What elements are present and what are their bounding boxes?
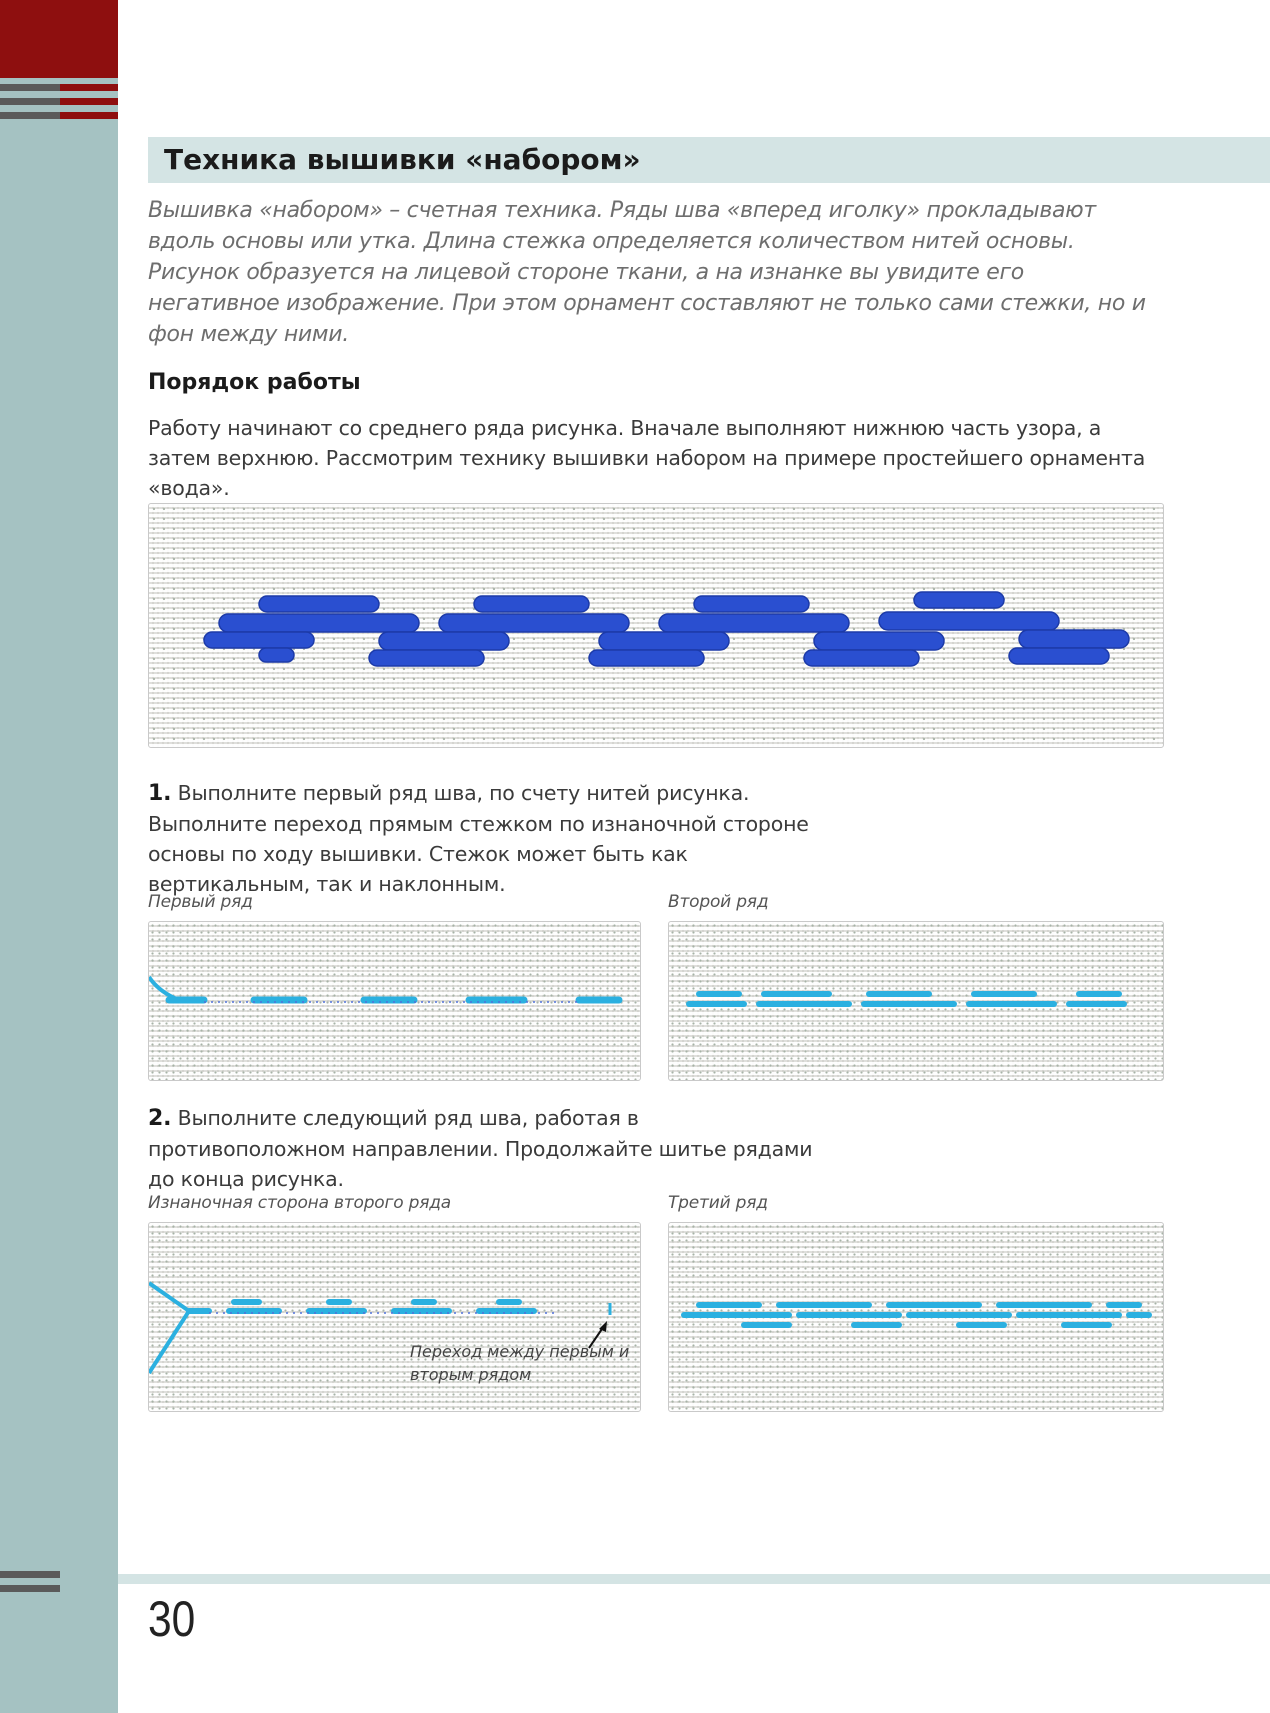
- title-band: [148, 137, 1270, 183]
- step-2: [148, 1103, 838, 1194]
- step-number: 2.: [148, 1106, 172, 1131]
- sidebar-stripe: [0, 1571, 60, 1578]
- caption-back-second-row: Изнаночная сторона второго ряда: [148, 1193, 452, 1213]
- sidebar-stripe: [60, 112, 118, 119]
- left-sidebar: [0, 0, 118, 1713]
- step-text: Выполните первый ряд шва, по счету нитей рисунка. Выполните переход прямым стежком по изнаночной стороне основы по ходу вышивки. Стежок может быть как вертикальным, так и наклонным.: [148, 781, 809, 896]
- caption-third-row: Третий ряд: [668, 1193, 768, 1213]
- sidebar-stripe: [0, 1585, 60, 1592]
- sidebar-stripe: [0, 84, 60, 91]
- sidebar-stripe: [60, 98, 118, 105]
- section-heading: Порядок работы: [148, 370, 361, 395]
- water-ornament-photo: [148, 503, 1164, 748]
- page-title: Техника вышивки «набором»: [164, 143, 641, 176]
- page-number: 30: [148, 1591, 196, 1647]
- caption-second-row: Второй ряд: [668, 892, 769, 912]
- transition-annotation: Переход между первым и вторым рядом: [410, 1342, 630, 1384]
- sidebar-stripe: [0, 98, 60, 105]
- first-row-photo: [148, 921, 641, 1081]
- intro-paragraph: Вышивка «набором» – счетная техника. Ряды шва «вперед иголку» прокладывают вдоль основы или утка. Длина стежка определяется количеством нитей основы. Рисунок образуется на лицевой стороне ткани, а на изнанке вы увидите его негативное изображение. При этом орнамент составляют не только сами стежки, но и фон между ними.: [148, 198, 1146, 347]
- sidebar-stripe: [0, 112, 60, 119]
- second-row-photo: [668, 921, 1164, 1081]
- step-1: [148, 778, 838, 899]
- step-number: 1.: [148, 781, 172, 806]
- step-text: Выполните следующий ряд шва, работая в противоположном направлении. Продолжайте шитье рядами до конца рисунка.: [148, 1106, 813, 1191]
- caption-first-row: Первый ряд: [148, 892, 253, 912]
- section-paragraph: Работу начинают со среднего ряда рисунка. Вначале выполняют нижнюю часть узора, а затем верхнюю. Рассмотрим технику вышивки набором на примере простейшего орнамента «вода».: [148, 416, 1146, 500]
- third-row-photo: [668, 1222, 1164, 1412]
- sidebar-stripe: [60, 84, 118, 91]
- footer-band: [118, 1574, 1270, 1584]
- sidebar-red-block: [0, 0, 118, 78]
